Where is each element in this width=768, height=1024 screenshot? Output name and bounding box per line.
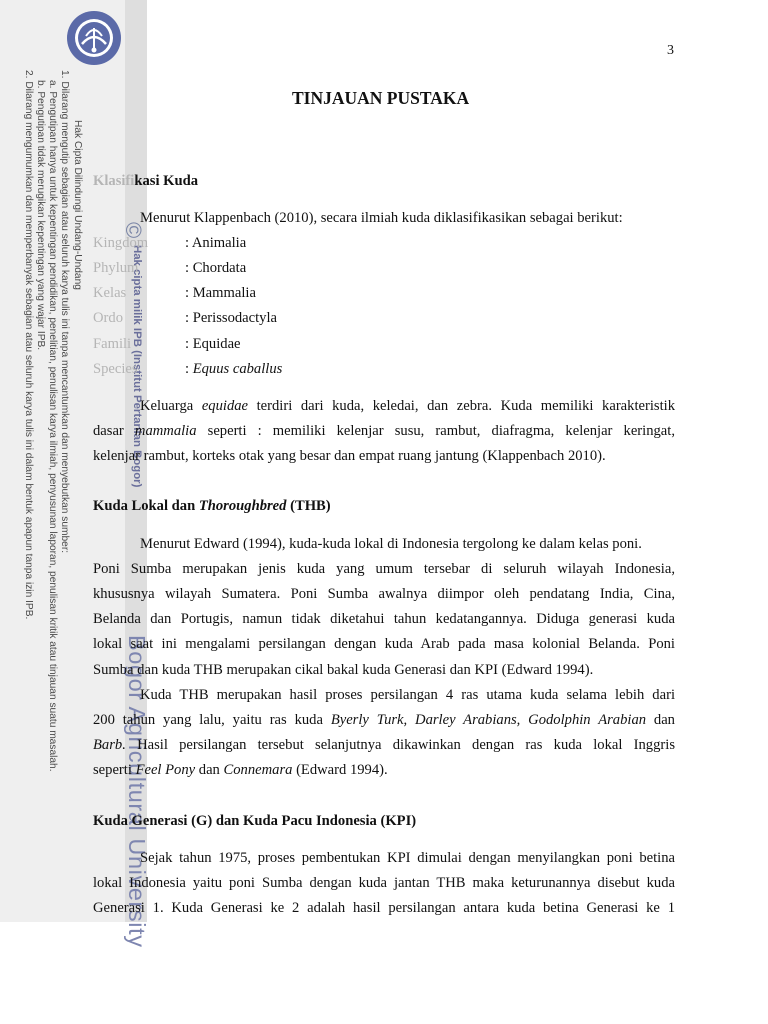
paragraph-line	[140, 398, 675, 415]
italic-run: Byerly Turk, Darley Arabians, Godolphin Arabian	[330, 712, 647, 728]
copyright-owner-text: Hak cipta milik IPB (Institut Pertanian Bogor)	[131, 245, 143, 488]
text-run: seperti : memiliki kelenjar susu, rambut, diafragma, kelenjar keringat,	[196, 423, 675, 439]
classification-value-kingdom: : Animalia	[185, 235, 247, 251]
paragraph-line: khususnya wilayah Sumatera. Poni Sumba awalnya diimpor oleh pendatang India, Cina,	[93, 586, 675, 602]
classification-value-ordo: : Perissodactyla	[185, 310, 278, 326]
paragraph-line	[93, 423, 675, 440]
copyright-symbol: ©	[121, 222, 146, 239]
text-run: dan	[195, 762, 224, 778]
classification-label-ordo: Ordo	[93, 310, 123, 326]
classification-intro: Menurut Klappenbach (2010), secara ilmiah kuda diklasifikasikan sebagai berikut:	[140, 210, 623, 226]
text-run: (THB)	[286, 498, 331, 514]
species-name: Equus caballus	[192, 361, 283, 377]
classification-label-phylum: Phylum	[93, 260, 139, 276]
paragraph-line: Sumba dan kuda THB merupakan cikal bakal kuda Generasi dan KPI (Edward 1994).	[93, 662, 594, 678]
italic-run: Barb.	[93, 737, 126, 753]
classification-value-kelas: : Mammalia	[185, 285, 256, 301]
copyright-notice-1a: a. Pengutipan hanya untuk kepentingan pendidikan, penelitian, penulisan karya ilmiah, penyusunan laporan, penulisan kritik atau tinjauan suatu masalah.	[47, 80, 58, 772]
text-run: Kuda Lokal dan	[93, 498, 199, 514]
classification-label-kingdom: Kingdom	[93, 235, 149, 251]
paragraph-line: Menurut Edward (1994), kuda-kuda lokal di Indonesia tergolong ke dalam kelas poni.	[140, 536, 642, 552]
copyright-notice-1: 1. Dilarang mengutip sebagian atau seluruh karya tulis ini tanpa mencantumkan dan menyebutkan sumber:	[59, 70, 70, 554]
text-run: Hasil persilangan tersebut selanjutnya dikawinkan dengan ras kuda lokal Inggris	[125, 737, 675, 753]
university-watermark: Bogor Agricultural University	[124, 635, 150, 948]
heading-faint-part: Klasifi	[93, 173, 135, 189]
paragraph-line	[93, 762, 388, 779]
paragraph-line: lokal Indonesia yaitu poni Sumba dengan kuda jantan THB maka keturunannya disebut kuda	[93, 875, 675, 891]
paragraph-line: Kuda THB merupakan hasil proses persilangan 4 ras utama kuda selama lebih dari	[140, 687, 675, 703]
italic-run: equidae	[201, 398, 249, 414]
italic-run: mammalia	[134, 423, 197, 439]
classification-value-phylum: : Chordata	[185, 260, 247, 276]
paragraph-line: Generasi 1. Kuda Generasi ke 2 adalah hasil persilangan antara kuda betina Generasi ke 1	[93, 900, 675, 916]
classification-value-species	[185, 361, 282, 378]
text-run: (Edward 1994).	[292, 762, 388, 778]
page-number: 3	[667, 43, 674, 58]
paragraph-line: Belanda dan Portugis, namun tidak diketahui tahun kedatangannya. Diduga generasi kuda	[93, 611, 675, 627]
section-heading-kuda-generasi: Kuda Generasi (G) dan Kuda Pacu Indonesia (KPI)	[93, 813, 417, 829]
text-run: Keluarga	[140, 398, 202, 414]
heading-text: kasi Kuda	[134, 173, 199, 189]
italic-run: Feel Pony	[135, 762, 196, 778]
section-heading-kuda-lokal	[93, 498, 331, 515]
copyright-notice-2: 2. Dilarang mengumumkan dan memperbanyak sebagian atau seluruh karya tulis ini dalam bentuk apapun tanpa izin IPB.	[23, 70, 34, 620]
text-run: seperti	[93, 762, 136, 778]
text-run: 200 tahun yang lalu, yaitu ras kuda	[93, 712, 331, 728]
page-title: TINJAUAN PUSTAKA	[292, 88, 470, 108]
paragraph-line: Poni Sumba merupakan jenis kuda yang umum tersebar di seluruh wilayah Indonesia,	[93, 561, 675, 577]
text-run: dasar	[93, 423, 135, 439]
section-heading-klasifikasi	[93, 173, 198, 190]
italic-run: Thoroughbred	[198, 498, 287, 514]
paragraph-line: kelenjar rambut, korteks otak yang besar dan empat ruang jantung (Klappenbach 2010).	[93, 448, 606, 464]
classification-label-famili: Famili	[93, 336, 132, 352]
paragraph-line: lokal saat ini mengalami persilangan dengan kuda Arab pada masa kolonial Belanda. Poni	[93, 636, 675, 652]
copyright-notice-title: Hak Cipta Dilindungi Undang-Undang	[72, 120, 83, 290]
classification-label-species: Species	[93, 361, 138, 377]
italic-run: Connemara	[223, 762, 293, 778]
copyright-notice-1b: b. Pengutipan tidak merugikan kepentingan yang wajar IPB.	[35, 80, 46, 351]
paragraph-line	[93, 737, 675, 754]
classification-label-kelas: Kelas	[93, 285, 127, 301]
paragraph-line: Sejak tahun 1975, proses pembentukan KPI dimulai dengan menyilangkan poni betina	[140, 850, 675, 866]
species-prefix: :	[185, 361, 193, 377]
text-run: terdiri dari kuda, keledai, dan zebra. Kuda memiliki karakteristik	[248, 398, 675, 414]
classification-value-famili: : Equidae	[185, 336, 241, 352]
paragraph-line	[93, 712, 675, 729]
text-run: dan	[646, 712, 675, 728]
